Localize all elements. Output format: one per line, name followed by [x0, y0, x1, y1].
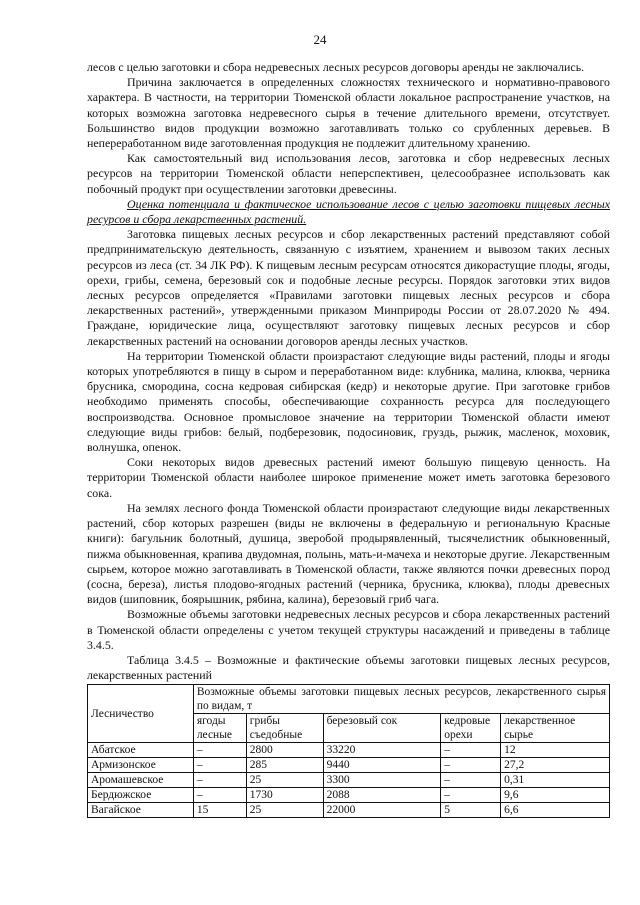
table-cell: Абатское [88, 743, 194, 758]
table-cell: – [441, 743, 501, 758]
table-cell: 27,2 [501, 758, 610, 773]
table-caption: Таблица 3.4.5 – Возможные и фактические объемы заготовки пищевых лесных ресурсов, лекарственных растений [87, 652, 610, 683]
paragraph-4: Заготовка пищевых лесных ресурсов и сбор лекарственных растений представляют собой предпринимательскую деятельность, связанную с изъятием, хранением и вывозом таких лесных ресурсов из леса (ст. 34 ЛК РФ). К пищевым лесным ресурсам относятся дикорастущие плоды, ягоды, орехи, грибы, семена, березовый сок и подобные лесные ресурсы. Порядок заготовки этих видов лесных ресурсов определяется «Правилами заготовки пищевых лесных ресурсов и сбора лекарственных растений», утвержденными приказом Минприроды России от 28.07.2020 № 494. Граждане, юридические лица, осуществляют заготовку пищевых лесных ресурсов и сбор лекарственных растений на основании договоров аренды лесных участков. [87, 227, 610, 348]
table-cell: Вагайское [88, 803, 194, 818]
table-cell: – [193, 773, 246, 788]
table-header-row [88, 685, 610, 714]
table-cell: 2088 [323, 788, 441, 803]
page-number: 24 [313, 32, 327, 47]
table-cell: 1730 [246, 788, 323, 803]
table-cell: 2800 [246, 743, 323, 758]
paragraph-8: Возможные объемы заготовки недревесных лесных ресурсов и сбора лекарственных растений в Тюменской области определены с учетом текущей структуры насаждений и приведены в таблице 3.4.5. [87, 607, 610, 652]
table-cell: – [441, 773, 501, 788]
table-cell: 9,6 [501, 788, 610, 803]
column-header: кедровые орехи [441, 714, 501, 743]
table-cell: – [193, 743, 246, 758]
table-cell: – [441, 758, 501, 773]
table-cell: 9440 [323, 758, 441, 773]
table-cell: 33220 [323, 743, 441, 758]
column-header: ягоды лесные [193, 714, 246, 743]
column-header: березовый сок [323, 714, 441, 743]
table-cell: 6,6 [501, 803, 610, 818]
table-cell: 0,31 [501, 773, 610, 788]
table-cell: – [193, 788, 246, 803]
paragraph-3: Как самостоятельный вид использования лесов, заготовка и сбор недревесных лесных ресурсов на территории Тюменской области неперспективен, целесообразнее использовать как побочный продукт при осуществлении заготовки древесины. [87, 151, 610, 196]
table-cell: 285 [246, 758, 323, 773]
table-cell: 15 [193, 803, 246, 818]
table-cell: – [193, 758, 246, 773]
table-cell: 3300 [323, 773, 441, 788]
section-subheading: Оценка потенциала и фактическое использование лесов с целью заготовки пищевых лесных ресурсов и сбора лекарственных растений. [87, 196, 610, 227]
paragraph-7: На землях лесного фонда Тюменской области произрастают следующие виды лекарственных растений, сбор которых разрешен (виды не включены в федеральную и региональную Красные книги): багульник болотный, душица, зверобой продырявленный, тысячелистник обыкновенный, пижма обыкновенная, крапива двудомная, полынь, мать-и-мачеха и некоторые другие. Лекарственным сырьем, которое можно заготавливать в Тюменской области, также являются почки древесных пород (сосна, береза), листья плодово-ягодных растений (черника, брусника, клюква), плоды древесных видов (шиповник, боярышник, рябина, калина), березовый гриб чага. [87, 500, 610, 607]
paragraph-6: Соки некоторых видов древесных растений имеют большую пищевую ценность. На территории Тюменской области наиболее широкое применение может иметь заготовка березового сока. [87, 455, 610, 500]
volumes-group-header: Возможные объемы заготовки пищевых лесных ресурсов, лекарственного сырья по видам, т [193, 685, 609, 714]
table-row [88, 803, 610, 818]
paragraph-2: Причина заключается в определенных сложностях технического и нормативно-правового характера. В частности, на территории Тюменской области локальное распространение участков, на которых возможна заготовка недревесного сырья в течение длительного времени, отсутствует. Большинство видов продукции возможно заготавливать только со срубленных деревьев. В непереработанном виде заготовленная продукция не подлежит длительному хранению. [87, 75, 610, 151]
table-cell: 5 [441, 803, 501, 818]
column-header: лекарственное сырье [501, 714, 610, 743]
paragraph-1: лесов с целью заготовки и сбора недревесных лесных ресурсов договоры аренды не заключались. [87, 60, 585, 74]
table-cell: – [441, 788, 501, 803]
table-cell: Бердюжское [88, 788, 194, 803]
table-cell: 25 [246, 773, 323, 788]
table-row [88, 758, 610, 773]
table-row [88, 773, 610, 788]
table-cell: 25 [246, 803, 323, 818]
table-row [88, 743, 610, 758]
table-cell: 22000 [323, 803, 441, 818]
document-body [87, 60, 610, 818]
table-row [88, 788, 610, 803]
table-cell: Аромашевское [88, 773, 194, 788]
table-cell: 12 [501, 743, 610, 758]
table-cell: Армизонское [88, 758, 194, 773]
forest-resources-table [87, 684, 610, 818]
forestry-column-header: Лесничество [88, 685, 194, 743]
column-header: грибы съедобные [246, 714, 323, 743]
paragraph-5: На территории Тюменской области произрастают следующие виды растений, плоды и ягоды которых употребляются в пищу в сыром и переработанном виде: клубника, малина, клюква, черника брусника, смородина, сосна кедровая сибирская (кедр) и некоторые другие. При заготовке грибов необходимо применять способы, обеспечивающие сохранность ресурса для последующего воспроизводства. Основное промысловое значение на территории Тюменской области имеют следующие виды грибов: белый, подберезовик, подосиновик, груздь, рыжик, масленок, моховик, волнушка, опенок. [87, 348, 610, 455]
